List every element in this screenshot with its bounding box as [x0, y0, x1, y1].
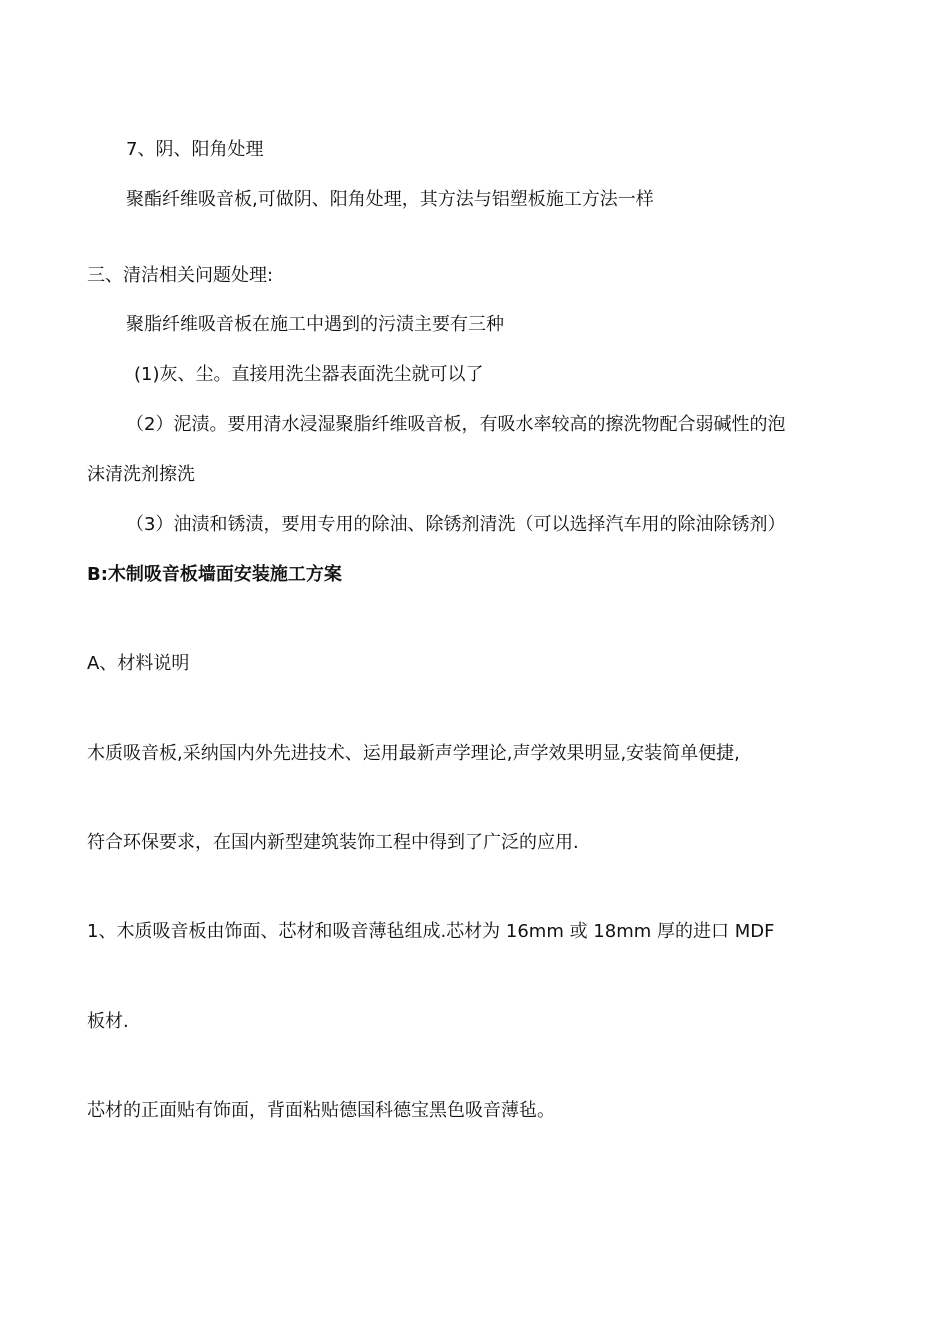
heading-cleaning-issues: 三、清洁相关问题处理: [87, 265, 274, 286]
paragraph-core-facing: 芯材的正面贴有饰面，背面粘贴德国科德宝黑色吸音薄毡。 [87, 1100, 555, 1121]
paragraph-panel-composition: 1、木质吸音板由饰面、芯材和吸音薄毡组成.芯材为 16mm 或 18mm 厚的进口 MDF [87, 921, 775, 942]
heading-material-description: A、材料说明 [87, 653, 190, 674]
paragraph-stain-types: 聚脂纤维吸音板在施工中遇到的污渍主要有三种 [126, 314, 504, 335]
paragraph-wood-panel-application: 符合环保要求，在国内新型建筑装饰工程中得到了广泛的应用. [87, 832, 579, 853]
paragraph-corner-method: 聚酯纤维吸音板,可做阴、阳角处理，其方法与铝塑板施工方法一样 [126, 189, 654, 210]
list-item-mud-stain-continued: 沫清洗剂擦洗 [87, 464, 195, 485]
list-item-mud-stain: （2）泥渍。要用清水浸湿聚脂纤维吸音板，有吸水率较高的擦洗物配合弱碱性的泡 [126, 414, 786, 435]
section-title-wood-panel: B:木制吸音板墙面安装施工方案 [87, 564, 342, 585]
heading-corner-treatment: 7、阴、阳角处理 [126, 139, 264, 160]
paragraph-panel-composition-continued: 板材. [87, 1011, 129, 1032]
paragraph-wood-panel-intro: 木质吸音板,采纳国内外先进技术、运用最新声学理论,声学效果明显,安装简单便捷, [87, 743, 740, 764]
list-item-dust: (1)灰、尘。直接用洗尘器表面洗尘就可以了 [134, 364, 484, 385]
list-item-oil-rust-stain: （3）油渍和锈渍，要用专用的除油、除锈剂清洗（可以选择汽车用的除油除锈剂） [126, 514, 786, 535]
